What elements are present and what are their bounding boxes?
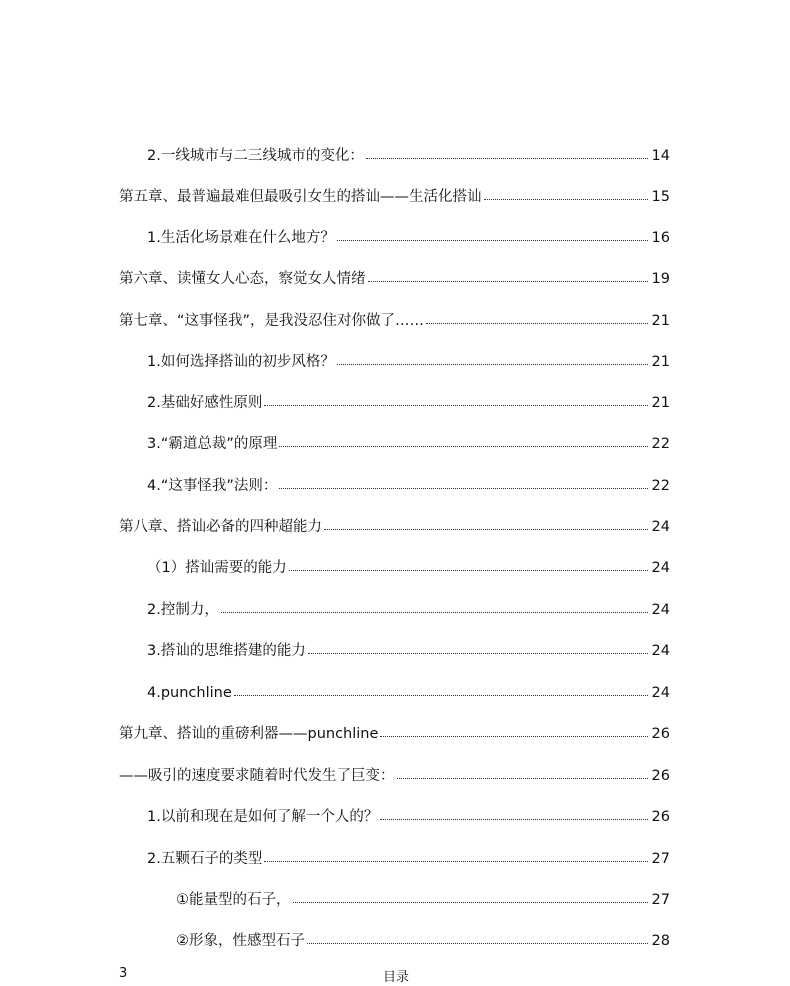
toc-entry-title: 2.控制力， [147, 602, 219, 618]
toc-entry[interactable] [147, 390, 670, 416]
toc-entry[interactable] [147, 349, 670, 375]
toc-entry-title: 第八章、搭讪必备的四种超能力 [119, 519, 322, 535]
toc-entry-page-number: 21 [651, 395, 670, 411]
toc-entry-page-number: 19 [651, 271, 670, 287]
toc-entry-title: 2.五颗石子的类型 [147, 851, 263, 867]
toc-entry-page-number: 16 [651, 230, 670, 246]
toc-entry[interactable] [119, 266, 670, 292]
dot-leader [380, 736, 647, 737]
toc-entry-page-number: 24 [651, 643, 670, 659]
dot-leader [484, 199, 648, 200]
toc-entry-title: 3.搭讪的思维搭建的能力 [147, 643, 306, 659]
toc-entry-title: ②形象，性感型石子 [176, 933, 305, 949]
dot-leader [289, 570, 648, 571]
toc-entry-title: 第九章、搭讪的重磅利器——punchline [119, 726, 379, 742]
toc-entry-page-number: 22 [651, 478, 670, 494]
dot-leader [307, 943, 648, 944]
toc-entry[interactable] [147, 680, 670, 706]
dot-leader [366, 158, 648, 159]
toc-entry-title: （1）搭讪需要的能力 [147, 560, 287, 576]
toc-entry[interactable] [176, 887, 670, 913]
toc-entry-title: 4.punchline [147, 685, 232, 701]
toc-entry-title: 1.生活化场景难在什么地方？ [147, 230, 335, 246]
toc-entry-page-number: 28 [651, 933, 670, 949]
toc-entry-page-number: 14 [651, 148, 670, 164]
toc-entry[interactable] [147, 225, 670, 251]
toc-entry-title: 1.以前和现在是如何了解一个人的？ [147, 809, 379, 825]
toc-entry[interactable] [119, 514, 670, 540]
dot-leader [380, 819, 647, 820]
dot-leader [234, 695, 648, 696]
toc-entry-title: 1.如何选择搭讪的初步风格？ [147, 354, 335, 370]
dot-leader [337, 364, 648, 365]
toc-entry-title: 2.基础好感性原则 [147, 395, 263, 411]
toc-entry-page-number: 22 [651, 436, 670, 452]
toc-entry-page-number: 27 [651, 851, 670, 867]
dot-leader [264, 405, 647, 406]
toc-entry-page-number: 21 [651, 313, 670, 329]
dot-leader [279, 446, 647, 447]
footer-section-title: 目录 [383, 970, 410, 985]
dot-leader [221, 612, 648, 613]
toc-entry[interactable] [147, 431, 670, 457]
toc-entry[interactable] [119, 184, 670, 210]
dot-leader [426, 323, 648, 324]
toc-entry-title: 3.“霸道总裁”的原理 [147, 436, 278, 452]
toc-entry-page-number: 24 [651, 519, 670, 535]
dot-leader [279, 488, 647, 489]
toc-entry-page-number: 26 [651, 809, 670, 825]
toc-entry-title: 第七章、“这事怪我”，是我没忍住对你做了…… [119, 313, 425, 329]
toc-entry-title: ①能量型的石子， [176, 892, 291, 908]
toc-entry[interactable] [147, 143, 670, 169]
toc-entry-title: 第五章、最普遍最难但最吸引女生的搭讪——生活化搭讪 [119, 189, 482, 205]
page-footer [0, 966, 790, 986]
dot-leader [293, 902, 648, 903]
dot-leader [337, 240, 648, 241]
toc-entry-title: 2.一线城市与二三线城市的变化： [147, 148, 364, 164]
toc-entry-page-number: 24 [651, 685, 670, 701]
toc-entry-page-number: 21 [651, 354, 670, 370]
dot-leader [324, 529, 648, 530]
toc-entry-page-number: 26 [651, 726, 670, 742]
footer-page-number: 3 [119, 966, 128, 981]
toc-entry[interactable] [147, 804, 670, 830]
toc-entry-page-number: 15 [651, 189, 670, 205]
toc-entry-page-number: 26 [651, 768, 670, 784]
toc-entry-page-number: 24 [651, 602, 670, 618]
toc-entry-page-number: 27 [651, 892, 670, 908]
dot-leader [264, 861, 647, 862]
toc-entry-title: 4.“这事怪我”法则： [147, 478, 278, 494]
dot-leader [308, 653, 648, 654]
toc-entry[interactable] [147, 473, 670, 499]
toc-entry[interactable] [147, 597, 670, 623]
toc-entry[interactable] [119, 763, 670, 789]
toc-entry[interactable] [147, 638, 670, 664]
dot-leader [368, 281, 648, 282]
dot-leader [397, 778, 648, 779]
toc-entry[interactable] [119, 308, 670, 334]
toc-entry[interactable] [176, 928, 670, 954]
toc-entry-title: ——吸引的速度要求随着时代发生了巨变： [119, 768, 395, 784]
toc-entry[interactable] [119, 721, 670, 747]
toc-entry[interactable] [147, 555, 670, 581]
toc-entry-page-number: 24 [651, 560, 670, 576]
toc-entry-title: 第六章、读懂女人心态，察觉女人情绪 [119, 271, 366, 287]
toc-entry[interactable] [147, 846, 670, 872]
